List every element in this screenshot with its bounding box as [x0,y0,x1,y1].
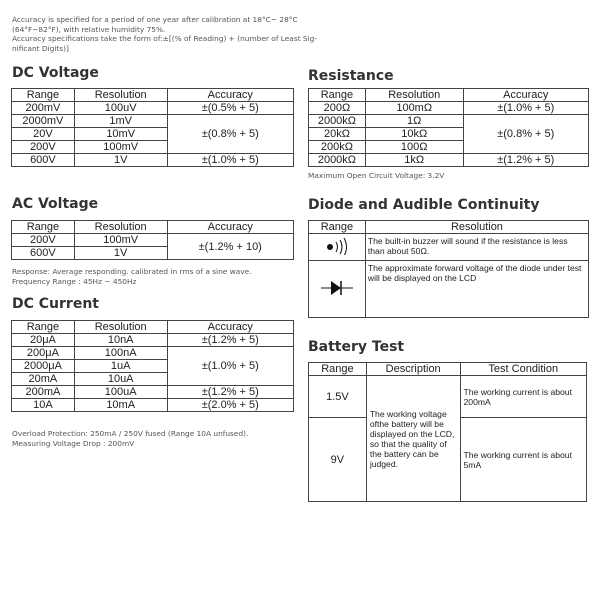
accuracy-cell: ±(1.2% + 5) [167,334,293,347]
ac-note-response: Response: Average responding. calibrated in rms of a sine wave. [12,267,252,276]
buzzer-description: The built-in buzzer will sound if the resistance is less than about 50Ω. [365,234,588,261]
accuracy-cell: ±(0.5% + 5) [167,102,293,115]
resolution-cell: 100mV [74,141,167,154]
range-cell: 2000mV [12,115,75,128]
resolution-cell: 1Ω [365,115,463,128]
intro-line-4: nificant Digits)] [12,43,69,53]
accuracy-cell: ±(1.0% + 5) [167,347,293,386]
table-row [309,261,589,318]
resolution-cell: 100mV [74,234,167,247]
table-row [12,347,294,360]
ac-note-frequency: Frequency Range : 45Hz ~ 450Hz [12,276,137,286]
intro-line-1: Accuracy is specified for a period of one year after calibration at 18°C~ 28°C [12,15,298,24]
resolution-cell: 1uA [74,360,167,373]
accuracy-cell: ±(2.0% + 5) [167,399,293,412]
header-resolution: Resolution [74,221,167,234]
resolution-cell: 100uV [74,102,167,115]
diode-cell [309,261,366,318]
table-row [12,102,294,115]
table-row [309,376,587,418]
dc-current-notes [12,429,248,448]
table-row [12,334,294,347]
range-cell: 1.5V [309,376,367,418]
dc-voltage-title: DC Voltage [12,65,99,81]
header-resolution: Resolution [74,321,167,334]
header-range: Range [12,321,75,334]
header-range: Range [309,89,366,102]
header-range: Range [309,363,367,376]
table-row [309,154,589,167]
resolution-cell: 10uA [74,373,167,386]
accuracy-cell: ±(1.2% + 10) [167,234,293,260]
resistance-table [308,88,589,167]
accuracy-cell: ±(1.2% + 5) [463,154,588,167]
table-row [12,386,294,399]
ac-voltage-notes [12,267,252,286]
table-row [309,102,589,115]
range-cell: 200kΩ [309,141,366,154]
condition-cell: The working current is about 200mA [460,376,586,418]
header-description: Description [366,363,460,376]
range-cell: 200V [12,234,75,247]
range-cell: 9V [309,418,367,502]
dc-current-title: DC Current [12,296,99,312]
resolution-cell: 1V [74,154,167,167]
table-row [12,115,294,128]
resolution-cell: 1mV [74,115,167,128]
accuracy-cell: ±(1.0% + 5) [463,102,588,115]
accuracy-cell: ±(0.8% + 5) [463,115,588,154]
dc-note-voltage-drop: Measuring Voltage Drop : 200mV [12,438,135,448]
resolution-cell: 100Ω [365,141,463,154]
condition-cell: The working current is about 5mA [460,418,586,502]
range-cell: 10A [12,399,75,412]
range-cell: 20kΩ [309,128,366,141]
diode-icon [319,277,355,299]
diode-title: Diode and Audible Continuity [308,197,540,213]
resolution-cell: 10nA [74,334,167,347]
header-resolution: Resolution [365,221,588,234]
resistance-note: Maximum Open Circuit Voltage: 3.2V [308,171,445,180]
header-resolution: Resolution [365,89,463,102]
dc-note-overload: Overload Protection: 250mA / 250V fused (Range 10A unfused). [12,429,249,438]
ac-voltage-title: AC Voltage [12,196,99,212]
table-row [12,399,294,412]
range-cell: 2000kΩ [309,154,366,167]
intro-line-2: (64°F~82°F), with relative humidity 75%. [12,24,166,34]
range-cell: 200mA [12,386,75,399]
range-cell: 200μA [12,347,75,360]
resistance-title: Resistance [308,68,394,84]
header-accuracy: Accuracy [167,89,293,102]
range-cell: 200mV [12,102,75,115]
buzzer-icon [322,237,352,255]
resolution-cell: 10mV [74,128,167,141]
diode-description: The approximate forward voltage of the diode under test will be displayed on the LCD [365,261,588,318]
buzzer-cell [309,234,366,261]
header-accuracy: Accuracy [463,89,588,102]
table-row [12,154,294,167]
header-range: Range [12,89,75,102]
header-accuracy: Accuracy [167,221,293,234]
header-resolution: Resolution [74,89,167,102]
header-test-condition: Test Condition [460,363,586,376]
diode-table [308,220,589,318]
accuracy-intro [12,15,317,53]
accuracy-cell: ±(1.0% + 5) [167,154,293,167]
range-cell: 600V [12,247,75,260]
range-cell: 2000kΩ [309,115,366,128]
resolution-cell: 1V [74,247,167,260]
range-cell: 2000μA [12,360,75,373]
header-range: Range [309,221,366,234]
table-row [12,234,294,247]
resolution-cell: 10kΩ [365,128,463,141]
range-cell: 20μA [12,334,75,347]
intro-line-3: Accuracy specifications take the form of:±[(% of Reading) + (number of Least Sig- [12,34,318,44]
resolution-cell: 10mA [74,399,167,412]
range-cell: 20mA [12,373,75,386]
range-cell: 600V [12,154,75,167]
table-row [309,115,589,128]
resolution-cell: 100mΩ [365,102,463,115]
accuracy-cell: ±(0.8% + 5) [167,115,293,154]
resolution-cell: 100uA [74,386,167,399]
battery-test-table [308,362,587,502]
resolution-cell: 1kΩ [365,154,463,167]
dc-current-table [11,320,294,412]
header-range: Range [12,221,75,234]
ac-voltage-table [11,220,294,260]
dc-voltage-table [11,88,294,167]
description-cell: The working voltage ofthe battery will be displayed on the LCD, so that the quality of the battery can be judged. [366,376,460,502]
battery-test-title: Battery Test [308,339,405,355]
range-cell: 200V [12,141,75,154]
range-cell: 20V [12,128,75,141]
table-row [309,234,589,261]
accuracy-cell: ±(1.2% + 5) [167,386,293,399]
resolution-cell: 100nA [74,347,167,360]
range-cell: 200Ω [309,102,366,115]
header-accuracy: Accuracy [167,321,293,334]
